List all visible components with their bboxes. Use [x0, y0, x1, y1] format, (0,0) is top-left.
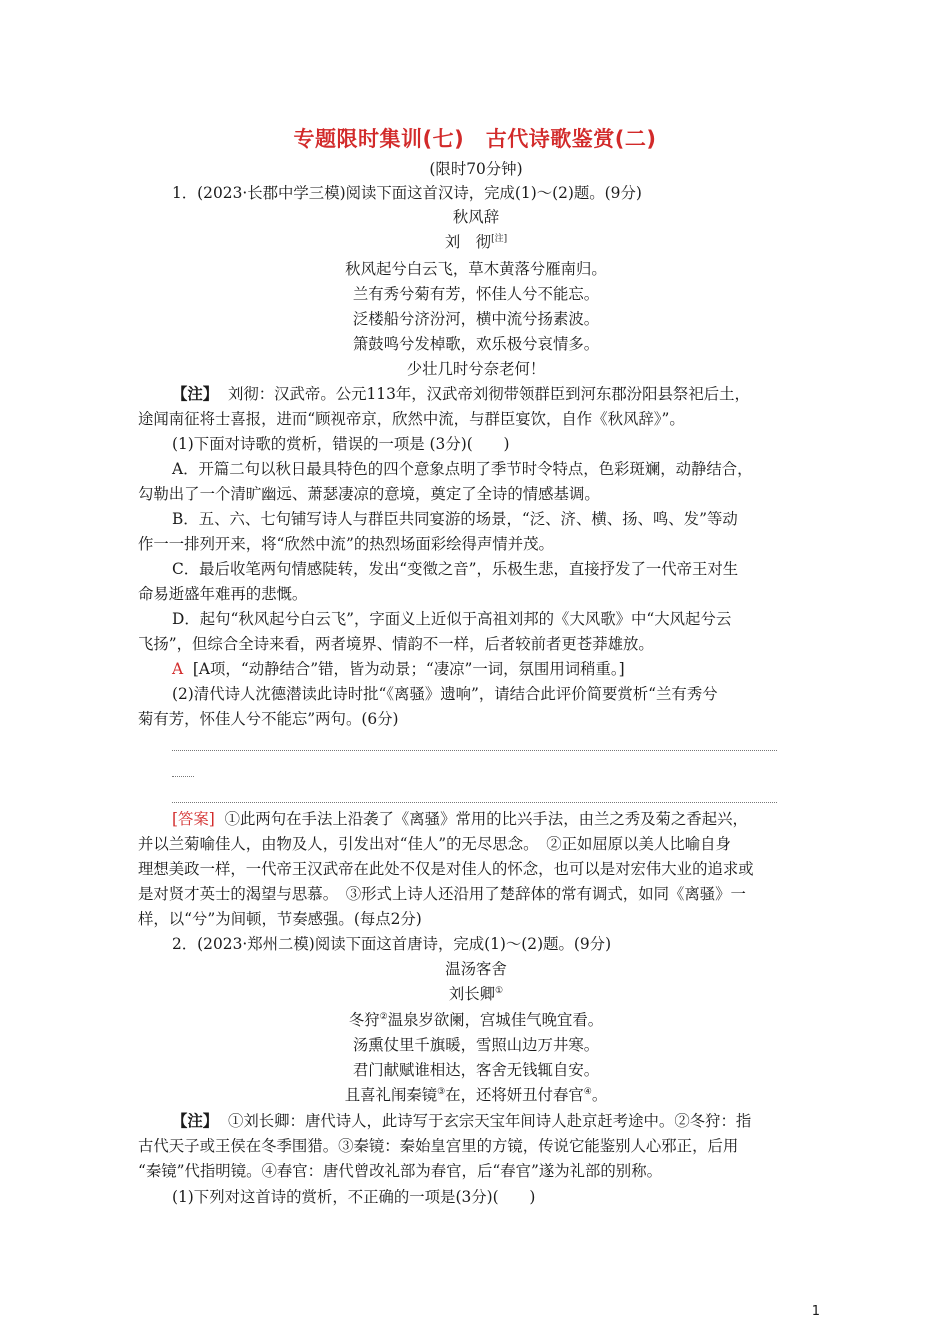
q1-option-c: C．最后收笔两句情感陡转，发出“变徵之音”，乐极生悲，直接抒发了一代帝王对生 [172, 560, 739, 578]
q2-poem-line: 汤熏仗里千旗暖，雪照山边万井寒。 [352, 1036, 600, 1054]
q2-poem-author [138, 983, 814, 1005]
q2-note-line: “秦镜”代指明镜。④春官：唐代曾改礼部为春官，后“春官”遂为礼部的别称。 [138, 1162, 662, 1180]
q1-answer1-letter: A [172, 660, 184, 678]
q1-option-c-cont: 命易逝盛年难再的悲慨。 [138, 585, 308, 603]
q2-intro: 2．(2023·郑州二模)阅读下面这首唐诗，完成(1)～(2)题。(9分) [172, 935, 612, 953]
q1-poem-title: 秋风辞 [452, 208, 500, 226]
q2-poem-text: 冬狩 [348, 1011, 380, 1029]
q1-author-note-mark: [注] [491, 233, 508, 244]
q2-poem-text: 。 [591, 1086, 608, 1104]
q1-answer2-line: 样，以“兮”为间顿，节奏感强。(每点2分) [138, 910, 422, 928]
q2-author-name: 刘长卿 [448, 985, 496, 1003]
q2-sub1: (1)下列对这首诗的赏析，不正确的一项是(3分)( ) [172, 1188, 536, 1206]
q1-author-name: 刘 彻 [444, 233, 492, 251]
q1-note-line: 途闻南征将士喜报，进而“顾视帝京，欣然中流，与群臣宴饮，自作《秋风辞》”。 [138, 410, 685, 428]
q1-poem-author [138, 231, 814, 253]
q2-note-label: 【注】 [172, 1112, 219, 1130]
q1-poem-line: 泛楼船兮济汾河，横中流兮扬素波。 [352, 310, 600, 328]
answer-blank-line[interactable] [172, 802, 777, 803]
q1-option-d: D．起句“秋风起兮白云飞”，字面义上近似于高祖刘邦的《大风歌》中“大风起兮云 [172, 610, 732, 628]
q2-note-text: ①刘长卿：唐代诗人，此诗写于玄宗天宝年间诗人赴京赶考途中。②冬狩：指 [227, 1112, 752, 1130]
q1-answer2-line: 理想美政一样，一代帝王汉武帝在此处不仅是对佳人的怀念，也可以是对宏伟大业的追求或 [138, 860, 754, 878]
q1-answer2-line: 是对贤才英士的渴望与思慕。 ③形式上诗人还沿用了楚辞体的常有调式，如同《离骚》一 [138, 885, 746, 903]
page-number: 1 [811, 1304, 820, 1319]
q1-sub2-cont: 菊有芳，怀佳人兮不能忘”两句。(6分) [138, 710, 399, 728]
q1-poem-line: 箫鼓鸣兮发棹歌，欢乐极兮哀情多。 [352, 335, 600, 353]
q2-author-mark: ① [495, 985, 504, 996]
q2-poem-text: 且喜礼闱秦镜 [344, 1086, 438, 1104]
time-limit: (限时70分钟) [429, 160, 523, 178]
q1-note-text: 刘彻：汉武帝。公元113年，汉武帝刘彻带领群臣到河东郡汾阳县祭祀后土， [227, 385, 750, 403]
q2-note-line [172, 1110, 814, 1132]
q2-poem-title: 温汤客舍 [445, 960, 507, 978]
q1-option-b-cont: 作一一排列开来，将“欣然中流”的热烈场面彩绘得声情并茂。 [138, 535, 554, 553]
q2-poem-line [138, 1009, 814, 1031]
q2-poem-line [138, 1084, 814, 1106]
q1-poem-line: 秋风起兮白云飞，草木黄落兮雁南归。 [345, 260, 607, 278]
q2-poem-text: 温泉岁欲阑，宫城佳气晚宜看。 [387, 1011, 604, 1029]
q2-poem-text: 在，还将妍丑付春官 [445, 1086, 584, 1104]
answer-label: [答案] [172, 810, 215, 828]
q1-answer2-line: 并以兰菊喻佳人，由物及人，引发出对“佳人”的无尽思念。 ②正如屈原以美人比喻自身 [138, 835, 731, 853]
q1-poem-line: 少壮几时兮奈老何！ [406, 360, 546, 378]
q2-poem-line: 君门献赋谁相达，客舍无钱辄自安。 [352, 1061, 600, 1079]
q1-poem-line: 兰有秀兮菊有芳，怀佳人兮不能忘。 [352, 285, 600, 303]
q1-answer1 [172, 658, 814, 680]
q1-note-label: 【注】 [172, 385, 219, 403]
q1-sub2: (2)清代诗人沈德潜读此诗时批“《离骚》遗响”，请结合此评价简要赏析“兰有秀兮 [172, 685, 718, 703]
q1-note-line [172, 383, 814, 405]
q2-poem-note-mark: ④ [583, 1086, 592, 1097]
q1-answer2-line [172, 808, 814, 830]
answer-blank-line[interactable] [172, 750, 777, 751]
q2-poem-note-mark: ② [379, 1011, 388, 1022]
q1-sub1: (1)下面对诗歌的赏析，错误的一项是 (3分)( ) [172, 435, 510, 453]
page-title: 专题限时集训(七) 古代诗歌鉴赏(二) [293, 127, 657, 151]
q1-option-a: A．开篇二句以秋日最具特色的四个意象点明了季节时令特点，色彩斑斓，动静结合， [172, 460, 753, 478]
q1-answer2-text: ①此两句在手法上沿袭了《离骚》常用的比兴手法，由兰之秀及菊之香起兴， [224, 810, 748, 828]
q1-answer1-text: [A项，“动静结合”错，皆为动景；“凄凉”一词，氛围用词稍重。] [192, 660, 625, 678]
q1-option-d-cont: 飞扬”，但综合全诗来看，两者境界、情韵不一样，后者较前者更苍莽雄放。 [138, 635, 654, 653]
q1-option-a-cont: 勾勒出了一个清旷幽远、萧瑟凄凉的意境，奠定了全诗的情感基调。 [138, 485, 600, 503]
q1-intro: 1．(2023·长郡中学三模)阅读下面这首汉诗，完成(1)～(2)题。(9分) [172, 184, 642, 202]
q1-option-b: B．五、六、七句铺写诗人与群臣共同宴游的场景，“泛、济、横、扬、鸣、发”等动 [172, 510, 738, 528]
q2-note-line: 古代天子或王侯在冬季围猎。③秦镜：秦始皇宫里的方镜，传说它能鉴别人心邪正，后用 [138, 1137, 739, 1155]
q2-poem-note-mark: ③ [437, 1086, 446, 1097]
answer-blank-line[interactable] [172, 776, 194, 777]
